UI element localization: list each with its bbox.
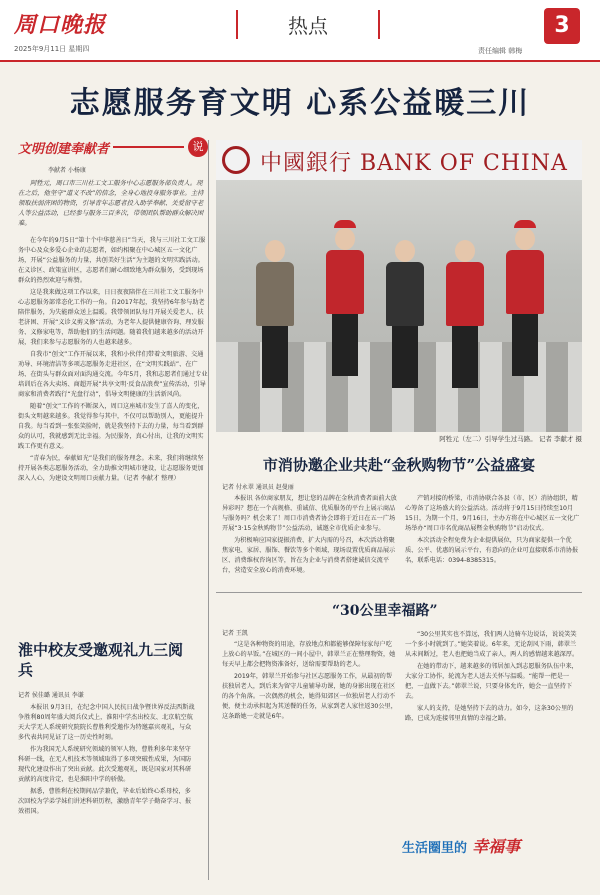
section-title: 热点 (236, 10, 380, 39)
article-paragraph: 家人的支持，是她坚持下去的动力。如今，这条30公里的路，已成为连接邻里真情的幸福之路。 (405, 705, 574, 722)
student-figure (386, 240, 424, 388)
short-news-title: 淮中校友受邀观礼九三阅兵 (18, 641, 184, 679)
student-figure (446, 240, 484, 388)
main-headline: 志愿服务育文明 心系公益暖三川 (69, 86, 531, 121)
volunteer-figure (326, 220, 364, 376)
banner-title: 文明创建奉献者 (18, 141, 110, 157)
article-byline: 记者 王凯 (222, 630, 248, 637)
bank-sign-text: 中國銀行 BANK OF CHINA (260, 151, 568, 176)
issue-date: 2025年9月11日 星期四 (14, 45, 90, 53)
short-news-byline: 记者 侯佳璐 通讯员 李谦 (18, 692, 84, 699)
article-paragraph: 在她的带动下，越来越多的邻居加入到志愿服务队伍中来，大家分工协作，轮流为老人送去关怀与温暖。“能帮一把是一把，一直做下去。”韩翠兰说，只要身体允许，她会一直坚持下去。 (405, 663, 578, 700)
article-paragraph: 本报讯 各位商家朋友，想让您的品牌在金秋消费者面前大放异彩吗？想在一个高规格、重诚信、优质服务的平台上展示商品与服务吗？机会来了！周口市消费者协会即将于近日在五一广场开展“3·15金秋购物节”公益活动，诚邀全市优质企业参与。 (222, 495, 397, 532)
column-lead: 阿牲元，周口市三川社工文工服务中心志愿服务部负责人。现在之后，他坚守“道义不改”的信念，全身心地投身服务事业。主持领取扶弱济困的物资，引导青年志愿者投入助学奉献、关爱留守老人等公益活动，已经参与服务三百多次，带领团队帮助群众解决困难。 (18, 179, 204, 227)
article-paragraph: 为积极响应国家提振消费、扩大内需的号召，本次活动将聚焦家电、家居、服饰、餐饮等多个领域，现场设置优质商品展示区、消费维权咨询区等，旨在为企业与消费者搭建诚信交流平台，营造安全放心的消费环境。 (222, 537, 396, 574)
column-paragraph: 这是我来做这项工作以来，日日夜夜陪伴在三川社工文工服务中心志愿服务部常态化工作的一角。自2017年起，我坚持6年参与助老陪伴服务，为失能群众送上温暖。我带领团队每月开展关爱老人、扶老济困、开展“义诊义剪义修”活动，为老年人提供健康咨询、理发服务、义修家电等，帮助他们的生活问题。随着我们越来越多的活动开展，我们来参与志愿服务的人也越来越多。 (18, 289, 205, 346)
short-news-paragraph: 本报讯 9月3日，在纪念中国人民抗日战争暨世界反法西斯战争胜利80周年盛大阅兵仪式上，淮阳中学杰出校友、北京航空航天大学无人系统研究院院长曹胜利受邀作为特邀嘉宾观礼，与众多代表共同见证了这一历史性时刻。 (18, 704, 195, 741)
editor-credit: 责任编辑 韩梅 (478, 47, 523, 55)
page-number: 3 (544, 8, 580, 44)
bank-sign (216, 140, 582, 180)
photo-caption: 阿牲元（左二）引导学生过马路。 记者 李献才 摄 (439, 435, 582, 443)
column-byline: 李献者 小杨康 (48, 167, 86, 174)
article-title: “30公里幸福路” (332, 603, 438, 619)
article-paragraph: 产销对接的桥梁，市消协联合各县（市、区）消协组织，精心筹备了这场盛大的公益活动。活动将于9月15日持续至10月15日，为期一个月，9月16日，主办方将在中心城区五一文化广场举办“周口市名优商品展暨金秋购物节”启动仪式。 (405, 495, 580, 532)
column-banner (18, 135, 208, 159)
masthead-rule (0, 60, 600, 62)
short-news (18, 600, 196, 819)
column-ribbon (402, 834, 582, 870)
short-news-paragraph: 据悉，曹胜利在校期间品学兼优，毕业后始终心系母校，多次回校为学弟学妹们讲述科研历程，激励青年学子勤奋学习、报效祖国。 (18, 788, 192, 815)
column-divider (208, 140, 209, 880)
article-column (405, 494, 580, 568)
article-paragraph: 2019年，韩翠兰开始参与社区志愿服务工作，从最初的帮扶独居老人，到后来为留守儿童辅导功课，她的身影出现在社区的各个角落。一次偶然的机会，她得知郊区一位独居老人行动不便，便主动承担起为其送餐的任务，从家到老人家往返30公里，这条路她一走就是6年。 (222, 673, 397, 720)
column-paragraph: 自我市“创文”工作开展以来，我和小伙伴们带着文明旅游、交通劝导、环境清洁等多项志愿服务走进社区，在“文明实践站”、在广场、在街头与群众面对面沟通交流。今年5月，我和志愿者们通过专业培训后在各大卖场、商超开展“共享文明·反食品浪费”宣传活动，引导商家和消费者践行“光盘行动”，倡导文明健康的生活新风尚。 (18, 351, 208, 398)
short-news-paragraph: 作为我国无人系统研究领域的领军人物，曹胜利多年来坚守科研一线，在无人机技术等领域取得了多项突破性成果，为国防现代化建设作出了突出贡献。此次受邀观礼，既是国家对其科研贡献的高度肯定，也是淮阳中学的骄傲。 (18, 746, 192, 783)
article-column (405, 630, 580, 726)
speech-icon: 说 (188, 137, 208, 157)
article-title: 市消协邀企业共赴“金秋购物节”公益盛宴 (262, 456, 536, 474)
article-paragraph: “30公里其实也不算远，我们两人边骑车边说话，说说笑笑一个多小时就到了。”她笑着说。6年来，无论刮风下雨，韩翠兰从未间断过，老人也把她当成了亲人，两人的感情越来越深厚。 (405, 631, 579, 658)
newspaper-logo: 周口晚报 (14, 12, 107, 38)
banner-rule (113, 146, 184, 148)
article-paragraph: “这是各种物资的用途，存放地点和都能够保障每家每户吃上放心的早饭。”在城区的一间小屋中，韩翠兰正在整理物资，她每天早上都会把物资准备好，送给需要帮助的老人。 (222, 641, 396, 668)
article-byline: 记者 付永翠 通讯员 赵曼丽 (222, 484, 294, 491)
article-column (222, 640, 397, 880)
section-divider (216, 592, 582, 593)
column-paragraph: 在今年的9月5日“第十个中华慈善日”当天，我与三川社工文工服务中心及众多爱心企业的志愿者，如约相聚在中心城区五一文化广场，开展“公益服务的力量，共创美好生活”为主题的文明实践活动。在义诊区、政策宣讲区，志愿者们耐心细致地为群众服务，受到现场群众的热烈欢迎与称赞。 (18, 237, 206, 284)
column-paragraph: “青春为民，奉献如光”是我们的服务理念。未来，我们将继续坚持开展各类志愿服务活动，全力助推文明城市建设，让志愿服务更加深入人心，为建设文明周口贡献力量。（记者 李献才 整理） (18, 455, 204, 482)
student-figure (256, 240, 294, 388)
volunteer-figure (506, 220, 544, 376)
column-paragraph: 随着“创文”工作的不断深入，周口这座城市发生了喜人的变化，街头文明越来越多。我觉得参与其中，不仅可以帮助别人，更能提升自我。每当看到一张张笑脸时，就是我坚持下去的力量，每当看到群众的认可，我就感到无比幸福。为民服务，真心付出，让我的文明实践工作更有意义。 (18, 403, 204, 450)
news-photo (216, 140, 582, 432)
masthead (0, 0, 600, 62)
article-paragraph: 本次活动全程免费为企业提供展位，只为商家提供一个优质、公平、优惠的展示平台，有意向的企业可直接联系市消协报名，联系电话：0394-8385315。 (405, 537, 579, 564)
bank-logo-icon (222, 146, 250, 174)
ribbon-prefix: 生活圈里的 (402, 841, 468, 856)
ribbon-main: 幸福事 (472, 837, 521, 856)
article-column (222, 494, 397, 578)
